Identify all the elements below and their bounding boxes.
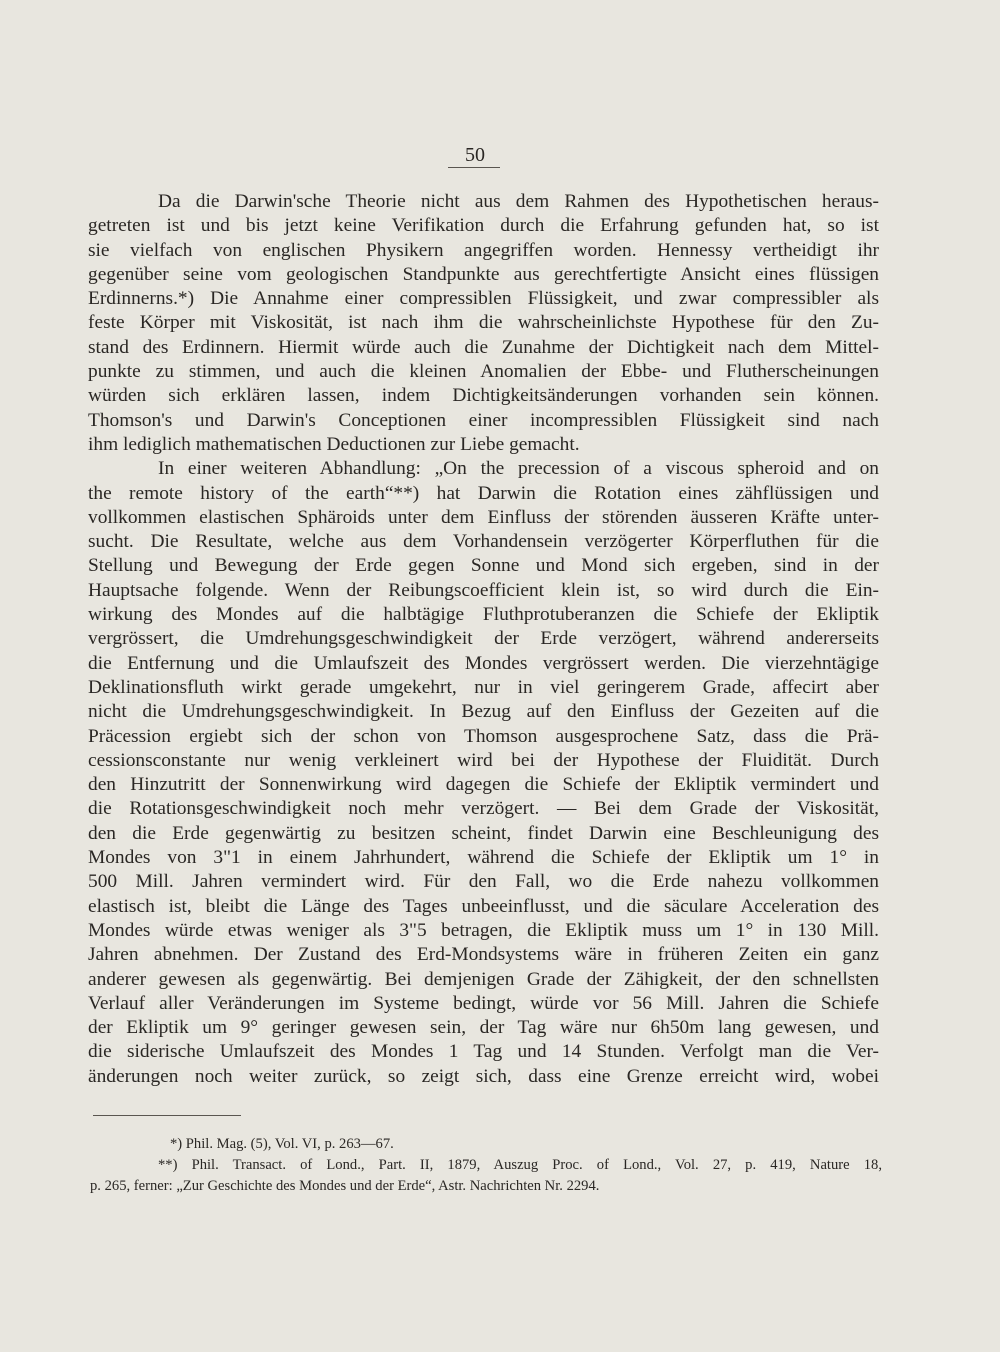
page-number: 50	[465, 144, 485, 166]
text-line: sie vielfach von englischen Physikern angegriffen worden. Hennessy vertheidigt ihr	[88, 239, 879, 261]
text-line: gegenüber seine vom geologischen Standpunkte aus gerechtfertigte Ansicht eines flüssigen	[88, 263, 879, 285]
text-line: der Ekliptik um 9° geringer gewesen sein, der Tag wäre nur 6h50m lang gewesen, und	[88, 1017, 879, 1039]
text-line: vergrössert, die Umdrehungsgeschwindigkeit der Erde verzögert, während andererseits	[88, 628, 879, 650]
text-line: änderungen noch weiter zurück, so zeigt sich, dass eine Grenze erreicht wird, wobei	[88, 1065, 879, 1087]
text-line: Verlauf aller Veränderungen im Systeme bedingt, würde vor 56 Mill. Jahren die Schiefe	[88, 992, 879, 1014]
text-line: die Entfernung und die Umlaufszeit des Mondes vergrössert werden. Die vierzehntägige	[88, 652, 879, 674]
body-text	[88, 190, 879, 1089]
page-number-rule	[448, 167, 500, 168]
text-line: würden sich erklären lassen, indem Dichtigkeitsänderungen vorhanden sein können.	[88, 385, 879, 407]
footnote-line: *) Phil. Mag. (5), Vol. VI, p. 263—67.	[170, 1136, 394, 1152]
text-line: feste Körper mit Viskosität, ist nach ihm die wahrscheinlichste Hypothese für den Zu-	[88, 312, 879, 334]
text-line: stand des Erdinnern. Hiermit würde auch die Zunahme der Dichtigkeit nach dem Mittel-	[88, 336, 879, 358]
text-line: Präcession ergiebt sich der schon von Thomson ausgesprochene Satz, dass die Prä-	[88, 725, 879, 747]
footnote-line: p. 265, ferner: „Zur Geschichte des Mondes und der Erde“, Astr. Nachrichten Nr. 2294.	[90, 1178, 600, 1194]
text-line: 500 Mill. Jahren vermindert wird. Für den Fall, wo die Erde nahezu vollkommen	[88, 871, 879, 893]
text-line: sucht. Die Resultate, welche aus dem Vorhandensein verzögerter Körperfluthen für die	[88, 531, 879, 553]
footnote-rule	[93, 1115, 241, 1116]
footnotes	[90, 1134, 882, 1197]
text-line: den Hinzutritt der Sonnenwirkung wird dagegen die Schiefe der Ekliptik vermindert und	[88, 774, 879, 796]
text-line: anderer gewesen als gegenwärtig. Bei demjenigen Grade der Zähigkeit, der den schnellsten	[88, 968, 879, 990]
text-line: Jahren abnehmen. Der Zustand des Erd-Mondsystems wäre in früheren Zeiten ein ganz	[88, 944, 879, 966]
text-line: Stellung und Bewegung der Erde gegen Sonne und Mond sich ergeben, sind in der	[88, 555, 879, 577]
text-line: elastisch ist, bleibt die Länge des Tages unbeeinflusst, und die säculare Acceleration des	[88, 895, 879, 917]
text-line: Thomson's und Darwin's Conceptionen einer incompressiblen Flüssigkeit sind nach	[88, 409, 879, 431]
text-line: Mondes würde etwas weniger als 3"5 betragen, die Ekliptik muss um 1° in 130 Mill.	[88, 919, 879, 941]
text-line: In einer weiteren Abhandlung: „On the precession of a viscous spheroid and on	[158, 458, 879, 480]
text-line: Erdinnerns.*) Die Annahme einer compressiblen Flüssigkeit, und zwar compressibler als	[88, 288, 879, 310]
text-line: Hauptsache folgende. Wenn der Reibungscoefficient klein ist, so wird durch die Ein-	[88, 579, 879, 601]
text-line: Deklinationsfluth wirkt gerade umgekehrt, nur in viel geringerem Grade, affecirt aber	[88, 676, 879, 698]
text-line: die Rotationsgeschwindigkeit noch mehr verzögert. — Bei dem Grade der Viskosität,	[88, 798, 879, 820]
text-line: die siderische Umlaufszeit des Mondes 1 Tag und 14 Stunden. Verfolgt man die Ver-	[88, 1041, 879, 1063]
text-line: vollkommen elastischen Sphäroids unter dem Einfluss der störenden äusseren Kräfte unter-	[88, 506, 879, 528]
text-line: ihm lediglich mathematischen Deductionen zur Liebe gemacht.	[88, 433, 580, 455]
text-line: Mondes von 3"1 in einem Jahrhundert, während die Schiefe der Ekliptik um 1° in	[88, 847, 879, 869]
text-line: wirkung des Mondes auf die halbtägige Fluthprotuberanzen die Schiefe der Ekliptik	[88, 604, 879, 626]
text-line: cessionsconstante nur wenig verkleinert wird bei der Hypothese der Fluidität. Durch	[88, 749, 879, 771]
text-line: nicht die Umdrehungsgeschwindigkeit. In Bezug auf den Einfluss der Gezeiten auf die	[88, 701, 879, 723]
footnote-line: **) Phil. Transact. of Lond., Part. II, 1879, Auszug Proc. of Lond., Vol. 27, p. 419, Nature 18,	[158, 1157, 882, 1173]
text-line: den die Erde gegenwärtig zu besitzen scheint, findet Darwin eine Beschleunigung des	[88, 822, 879, 844]
text-line: punkte zu stimmen, und auch die kleinen Anomalien der Ebbe- und Flutherscheinungen	[88, 361, 879, 383]
text-line: the remote history of the earth“**) hat Darwin die Rotation eines zähflüssigen und	[88, 482, 879, 504]
text-line: Da die Darwin'sche Theorie nicht aus dem Rahmen des Hypothetischen heraus-	[158, 191, 879, 212]
text-line: getreten ist und bis jetzt keine Verifikation durch die Erfahrung gefunden hat, so ist	[88, 215, 879, 237]
